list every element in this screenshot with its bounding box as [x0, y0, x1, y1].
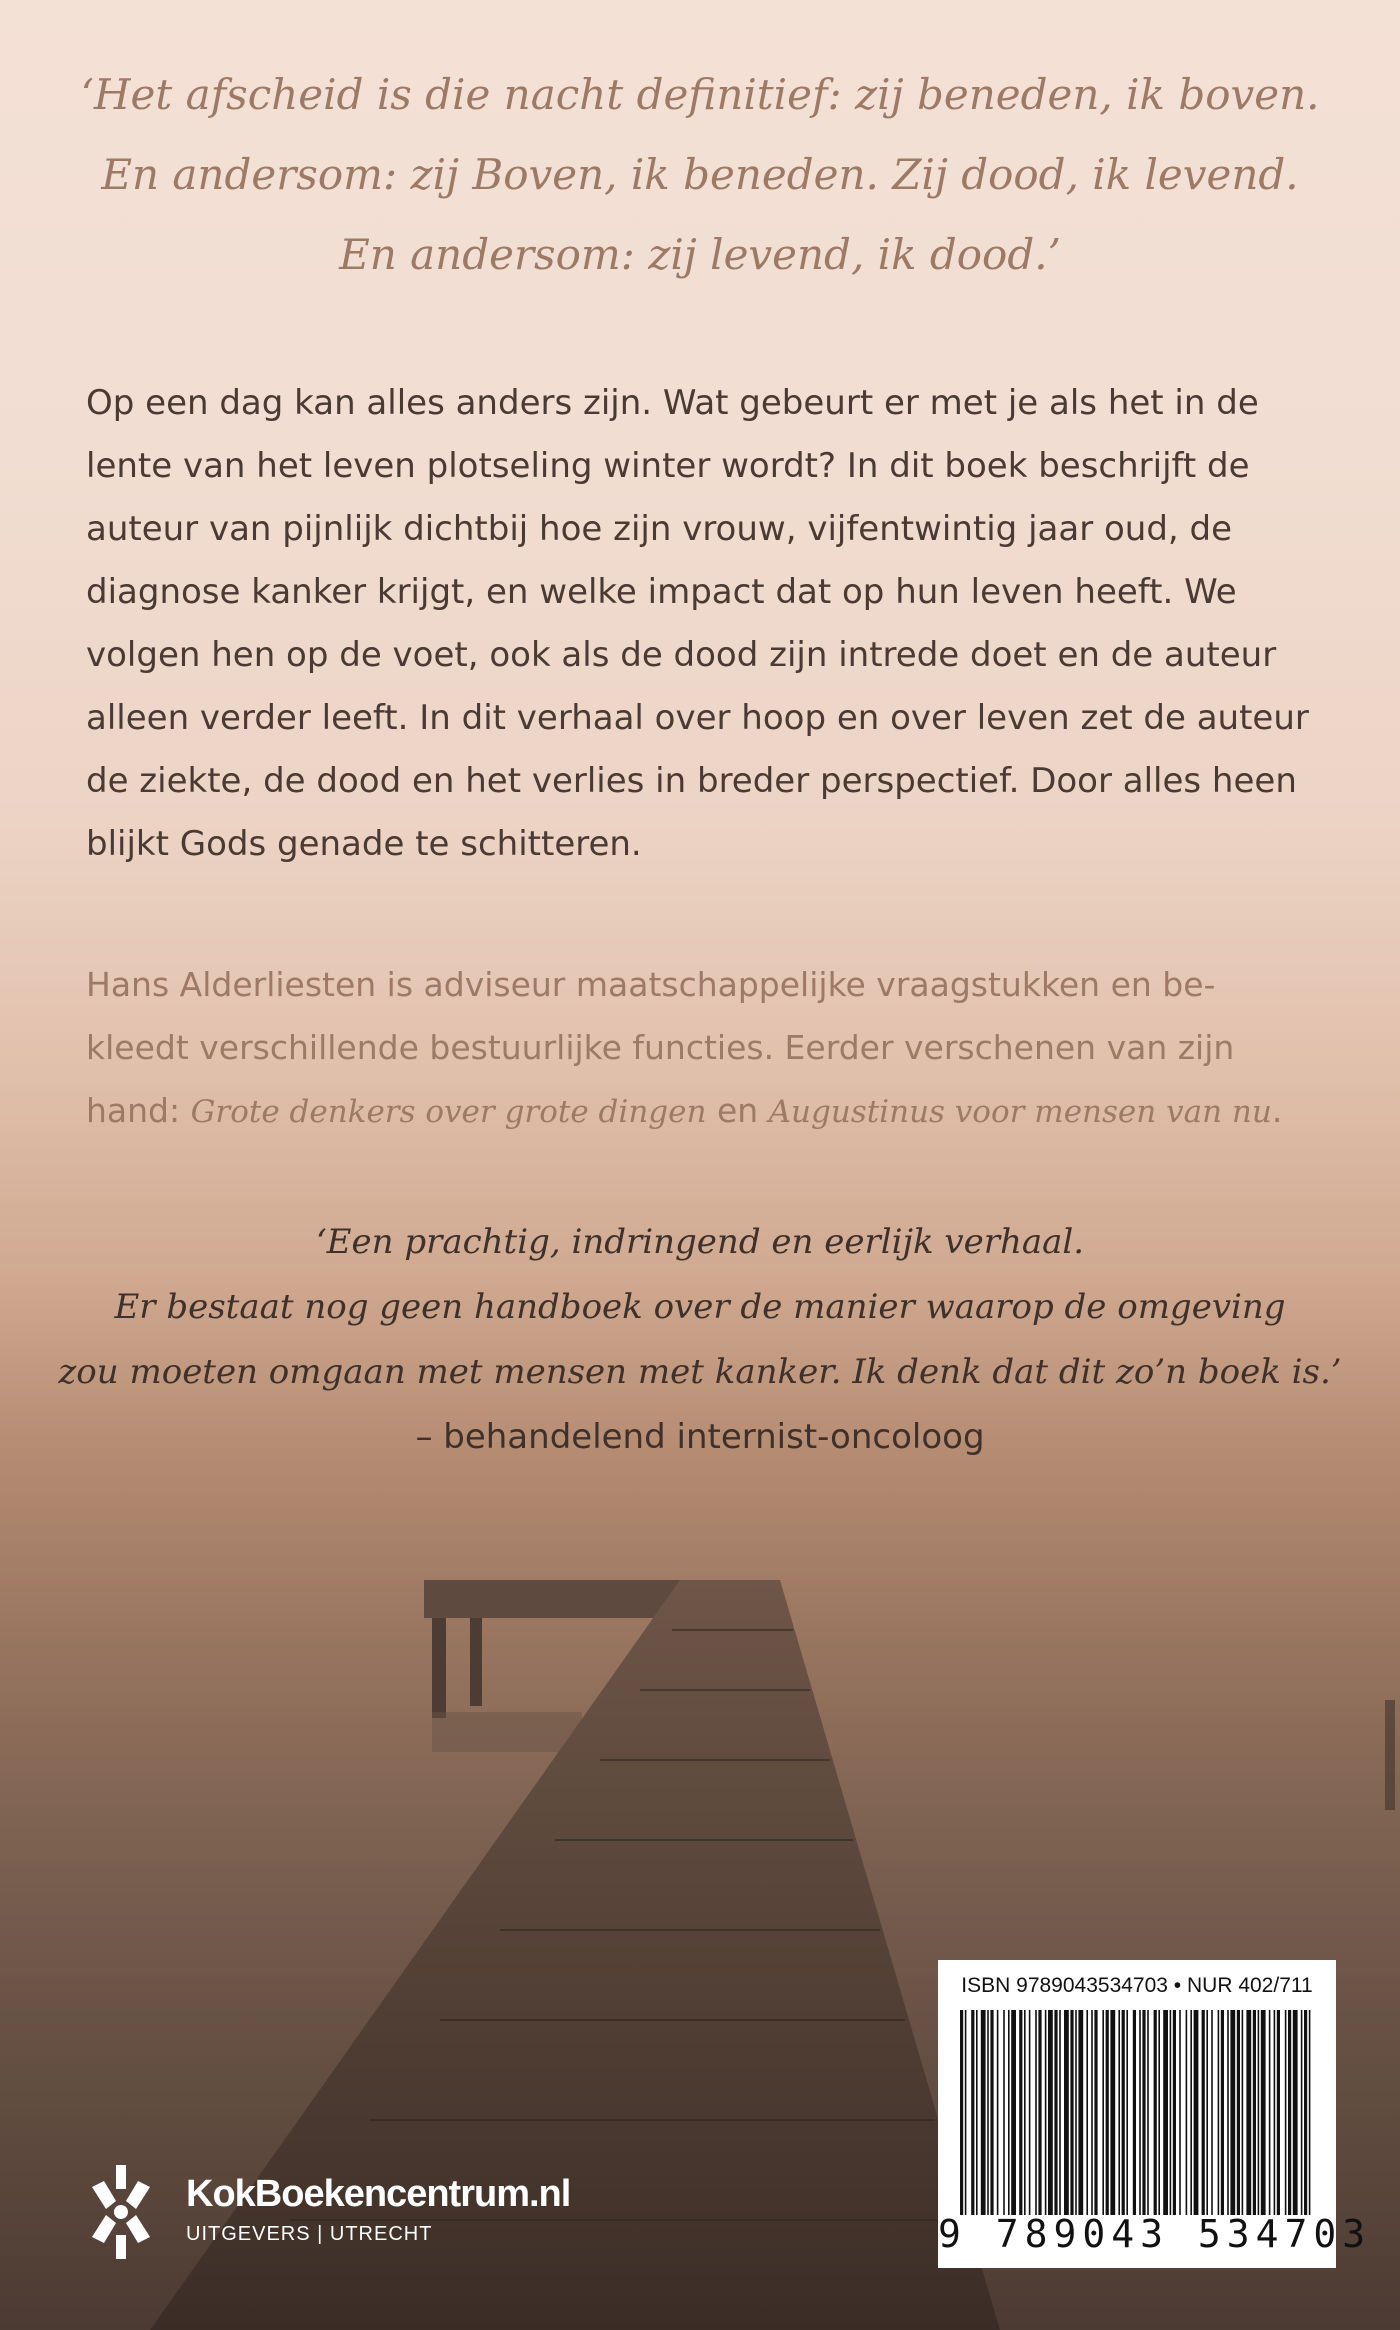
barcode-bar [976, 2010, 978, 2215]
bio-line: Hans Alderliesten is adviseur maatschappelijke vraagstukken en be- [86, 965, 1216, 1004]
barcode-bar [1110, 2010, 1115, 2215]
blurb-line: auteur van pijnlijk dichtbij hoe zijn vrouw, vijfentwintig jaar oud, de [86, 509, 1233, 549]
barcode-bar [1206, 2010, 1208, 2215]
blurb-line: alleen verder leeft. In dit verhaal over hoop en over leven zet de auteur [86, 698, 1309, 738]
blurb-line: volgen hen op de voet, ook als de dood zijn intrede doet en de auteur [86, 635, 1277, 675]
barcode-bar [1078, 2010, 1083, 2215]
barcode-bars [960, 2010, 1314, 2215]
review-quote [0, 1210, 1400, 1470]
barcode-bar [1190, 2010, 1192, 2215]
kok-logo-icon [86, 2157, 156, 2267]
barcode-bar [1038, 2010, 1041, 2215]
blurb-line: diagnose kanker krijgt, en welke impact dat op hun leven heeft. We [86, 572, 1237, 612]
book-blurb [86, 372, 1346, 876]
bio-prefix: hand: [86, 1091, 191, 1130]
blurb-line: blijkt Gods genade te schitteren. [86, 824, 642, 864]
barcode-bar [1070, 2010, 1073, 2215]
barcode-bar [1309, 2010, 1311, 2215]
barcode-bar [1230, 2010, 1235, 2215]
barcode-bar [1163, 2010, 1168, 2215]
barcode-bar [1106, 2010, 1109, 2215]
review-line: Er bestaat nog geen handboek over de manier waarop de omgeving [114, 1287, 1286, 1327]
isbn-label: ISBN 9789043534703 • NUR 402/711 [961, 1974, 1313, 1997]
barcode-bar [1126, 2010, 1128, 2215]
barcode-bar [1179, 2010, 1181, 2215]
barcode-bar [1304, 2010, 1307, 2215]
barcode-bar [1258, 2010, 1260, 2215]
review-line: zou moeten omgaan met mensen met kanker. Ik denk dat dit zo’n boek is.’ [58, 1352, 1342, 1392]
blurb-line: de ziekte, de dood en het verlies in breder perspectief. Door alles heen [86, 761, 1297, 801]
barcode-bar [1186, 2010, 1188, 2215]
barcode-bar [987, 2010, 989, 2215]
barcode-bar [1218, 2010, 1220, 2215]
barcode-bar [965, 2010, 967, 2215]
barcode-bar [1029, 2010, 1031, 2215]
barcode-bar [1091, 2010, 1093, 2215]
barcode-bar [1173, 2010, 1176, 2215]
review-source: – behandelend internist-oncoloog [415, 1417, 985, 1457]
barcode-bar [1011, 2010, 1016, 2215]
cover-quote [0, 55, 1400, 295]
barcode-bar [1246, 2010, 1251, 2215]
barcode-bar [1227, 2010, 1229, 2215]
barcode-bar [1086, 2010, 1088, 2215]
bio-line: kleedt verschillende bestuurlijke functies. Eerder verschenen van zijn [86, 1028, 1235, 1067]
barcode-bar [1133, 2010, 1136, 2215]
barcode-bar [1035, 2010, 1037, 2215]
barcode-bar [971, 2010, 974, 2215]
bio-line [86, 1079, 1346, 1144]
publisher-name: KokBoekencentrum.nl [186, 2173, 571, 2215]
barcode-bar [1094, 2010, 1097, 2215]
quote-line: En andersom: zij levend, ik dood.’ [339, 230, 1061, 279]
barcode [938, 1960, 1372, 2268]
review-line: ‘Een prachtig, indringend en eerlijk verhaal. [315, 1222, 1085, 1262]
book-title: Augustinus voor mensen van nu [768, 1094, 1272, 1130]
blurb-line: Op een dag kan alles anders zijn. Wat gebeurt er met je als het in de [86, 383, 1259, 423]
barcode-bar [1064, 2010, 1069, 2215]
book-title: Grote denkers over grote dingen [190, 1094, 707, 1130]
quote-line: En andersom: zij Boven, ik beneden. Zij dood, ik levend. [101, 150, 1299, 199]
barcode-bar [1237, 2010, 1240, 2215]
barcode-digits: 9 789043 534703 [938, 2212, 1372, 2256]
quote-line: ‘Het afscheid is die nacht definitief: zij beneden, ik boven. [80, 70, 1320, 119]
barcode-bar [1008, 2010, 1010, 2215]
barcode-bar [1075, 2010, 1077, 2215]
barcode-bar [1194, 2010, 1199, 2215]
barcode-bar [1142, 2010, 1145, 2215]
barcode-bar [1277, 2010, 1280, 2215]
barcode-bar [1261, 2010, 1266, 2215]
barcode-bar [981, 2010, 986, 2215]
barcode-bar [1288, 2010, 1291, 2215]
barcode-bar [1154, 2010, 1157, 2215]
barcode-bar [1202, 2010, 1205, 2215]
barcode-bar [1301, 2010, 1303, 2215]
barcode-bar [1118, 2010, 1120, 2215]
barcode-bar [1253, 2010, 1256, 2215]
barcode-bar [1045, 2010, 1047, 2215]
barcode-bar [997, 2010, 999, 2215]
barcode-bar [1147, 2010, 1149, 2215]
barcode-bar [1102, 2010, 1104, 2215]
barcode-bar [1122, 2010, 1125, 2215]
barcode-bar [1048, 2010, 1053, 2215]
publisher-subtitle: UITGEVERS | UTRECHT [186, 2223, 433, 2245]
barcode-bar [990, 2010, 993, 2215]
barcode-bar [1003, 2010, 1005, 2215]
barcode-bar [1059, 2010, 1061, 2215]
barcode-bar [1242, 2010, 1244, 2215]
barcode-bar [1139, 2010, 1141, 2215]
barcode-bar [960, 2010, 963, 2215]
publisher-logo [86, 2157, 646, 2267]
barcode-bar [1170, 2010, 1172, 2215]
barcode-bar [1024, 2010, 1026, 2215]
bio-end: . [1271, 1091, 1283, 1130]
barcode-bar [1019, 2010, 1022, 2215]
blurb-line: lente van het leven plotseling winter wordt? In dit boek beschrijft de [86, 446, 1250, 486]
barcode-bar [1054, 2010, 1057, 2215]
author-bio [86, 953, 1346, 1144]
barcode-bar [1221, 2010, 1224, 2215]
barcode-bar [1274, 2010, 1276, 2215]
barcode-bar [1211, 2010, 1213, 2215]
barcode-bar [1158, 2010, 1160, 2215]
barcode-bar [1269, 2010, 1271, 2215]
bio-joiner: en [706, 1091, 769, 1130]
barcode-bar [1293, 2010, 1298, 2215]
barcode-bar [1285, 2010, 1287, 2215]
